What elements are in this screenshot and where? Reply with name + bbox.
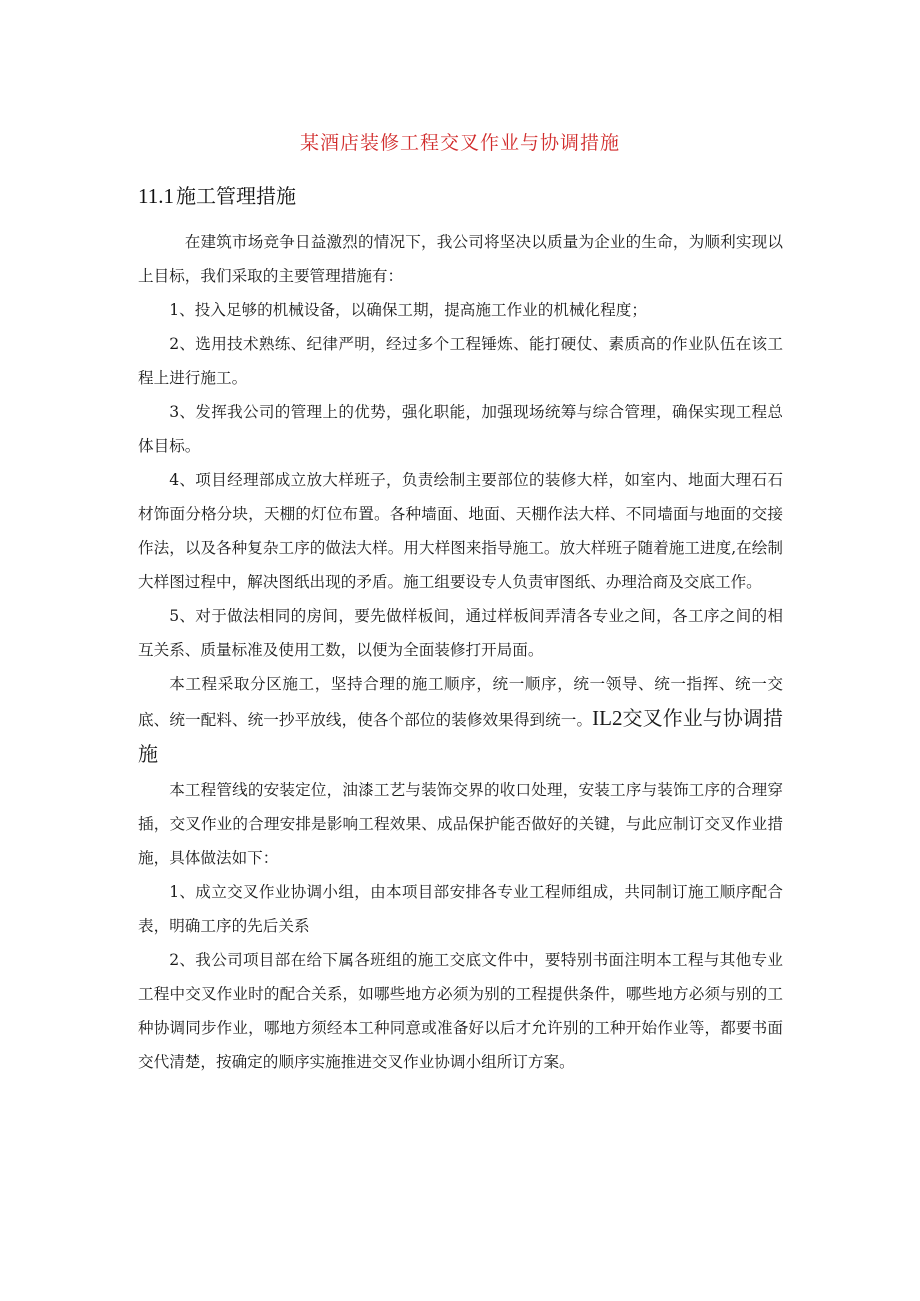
- section-1-heading: [138, 180, 296, 209]
- document-title: 某酒店装修工程交叉作业与协调措施: [299, 132, 620, 154]
- section-1-closing: 本工程采取分区施工，坚持合理的施工顺序，统一顺序，统一领导、统一指挥、统一交底、统一配料、统一抄平放线，使各个部位的装修效果得到统一。: [138, 675, 783, 729]
- section-1-item-3: 3、发挥我公司的管理上的优势，强化职能，加强现场统筹与综合管理，确保实现工程总体目标。: [138, 403, 783, 455]
- section-1-title: 施工管理措施: [175, 184, 296, 208]
- section-2-title: 交叉作业与协调措施: [138, 706, 783, 766]
- section-1-closing-paragraph: [138, 667, 783, 773]
- section-2-number: IL2: [592, 706, 623, 730]
- section-1-item-1: 1、投入足够的机械设备，以确保工期，提高施工作业的机械化程度；: [169, 301, 647, 319]
- section-2-intro: 本工程管线的安装定位，油漆工艺与装饰交界的收口处理，安装工序与装饰工序的合理穿插，交叉作业的合理安排是影响工程效果、成品保护能否做好的关键，与此应制订交叉作业措施，具体做法如下：: [138, 781, 783, 867]
- section-2-item-1: 1、成立交叉作业协调小组，由本项目部安排各专业工程师组成，共同制订施工顺序配合表，明确工序的先后关系: [138, 883, 783, 935]
- section-1-item-5: 5、对于做法相同的房间，要先做样板间，通过样板间弄清各专业之间，各工序之间的相互关系、质量标准及使用工数，以便为全面装修打开局面。: [138, 607, 783, 659]
- section-2-item-2: 2、我公司项目部在给下属各班组的施工交底文件中，要特别书面注明本工程与其他专业工程中交叉作业时的配合关系，如哪些地方必须为别的工程提供条件，哪些地方必须与别的工种协调同步作业，哪地方须经本工种同意或准备好以后才允许别的工种开始作业等，都要书面交代清楚，按确定的顺序实施推进交叉作业协调小组所订方案。: [138, 951, 783, 1071]
- document-body: [138, 225, 783, 1079]
- section-1-number: 11.1: [138, 184, 174, 208]
- section-1-item-4: 4、项目经理部成立放大样班子，负责绘制主要部位的装修大样，如室内、地面大理石石材饰面分格分块，天棚的灯位布置。各种墙面、地面、天棚作法大样、不同墙面与地面的交接作法，以及各种复杂工序的做法大样。用大样图来指导施工。放大样班子随着施工进度,在绘制大样图过程中，解决图纸出现的矛盾。施工组要设专人负责审图纸、办理洽商及交底工作。: [138, 471, 783, 591]
- section-1-item-2: 2、选用技术熟练、纪律严明，经过多个工程锤炼、能打硬仗、素质高的作业队伍在该工程上进行施工。: [138, 335, 783, 387]
- section-1-intro: 在建筑市场竞争日益激烈的情况下，我公司将坚决以质量为企业的生命，为顺利实现以上目标，我们采取的主要管理措施有：: [138, 233, 783, 285]
